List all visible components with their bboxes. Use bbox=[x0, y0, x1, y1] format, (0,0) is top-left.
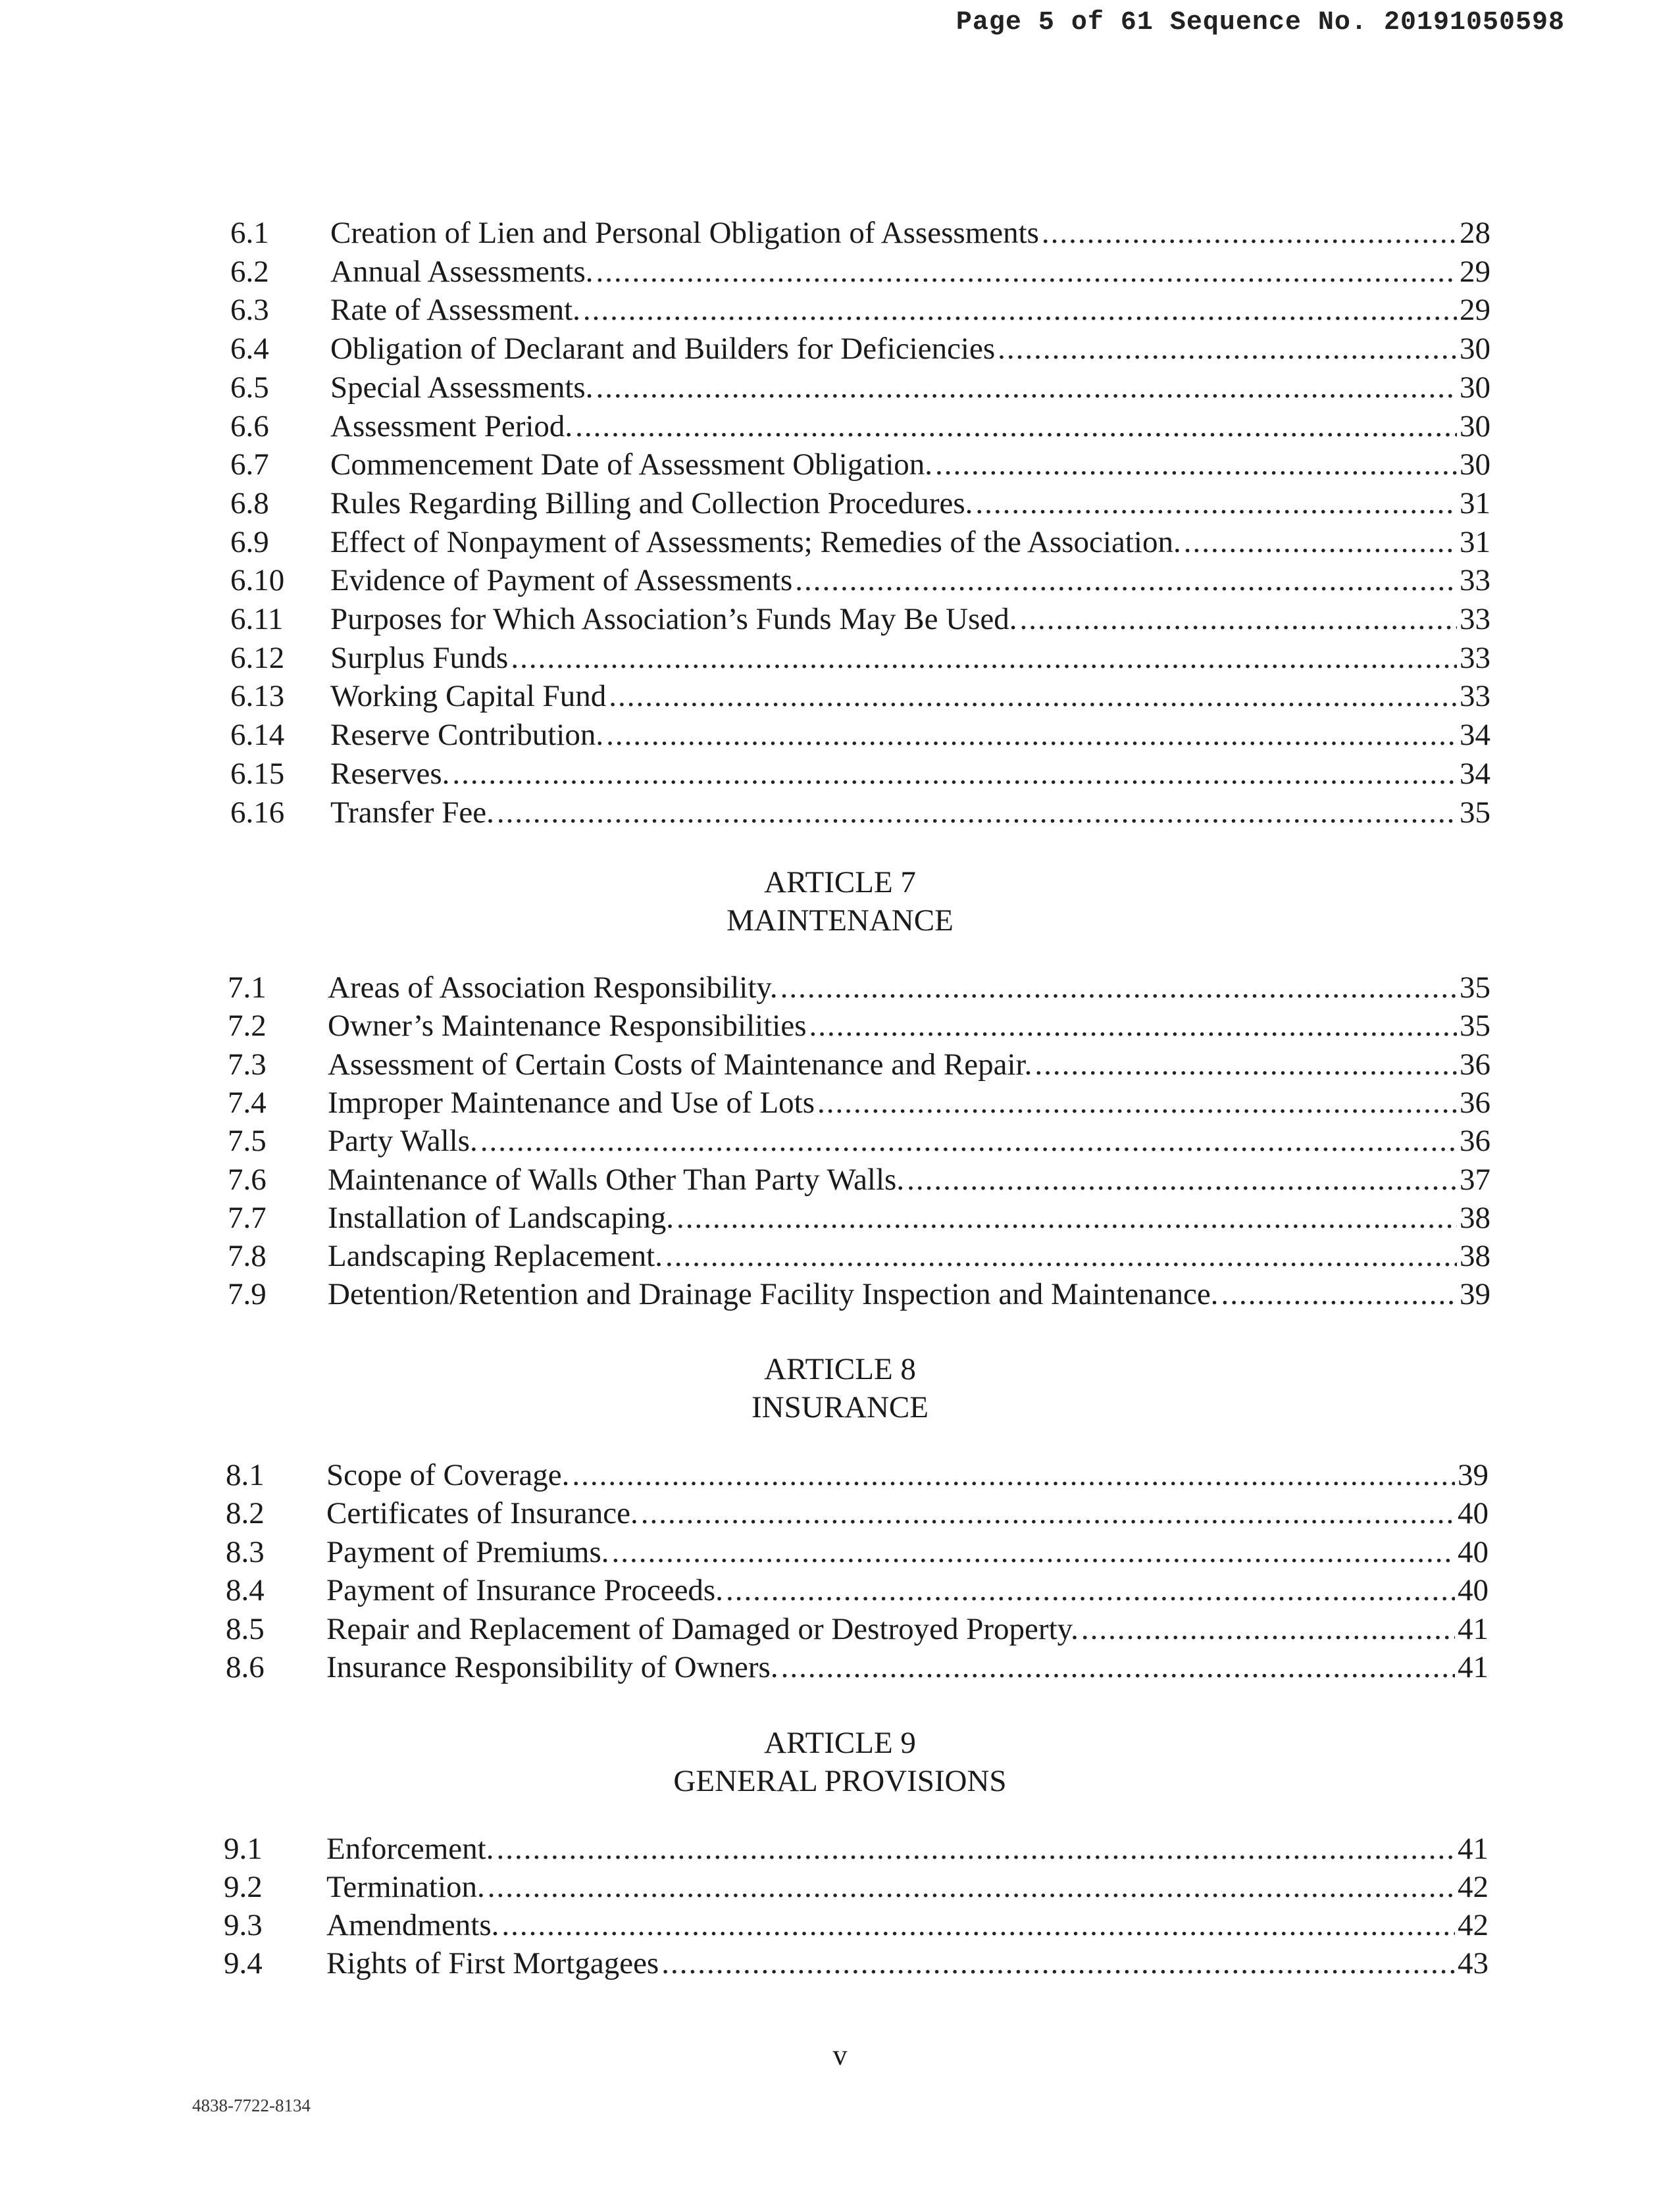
section-title: Reserves. bbox=[330, 756, 450, 791]
toc-entry bbox=[0, 793, 1680, 832]
dot-leader bbox=[641, 1494, 1455, 1532]
toc-entry bbox=[0, 561, 1680, 599]
toc-entry bbox=[0, 639, 1680, 677]
toc-link bbox=[330, 445, 1490, 484]
toc-entry bbox=[0, 969, 1680, 1007]
dot-leader bbox=[795, 561, 1457, 599]
section-title: Insurance Responsibility of Owners. bbox=[326, 1650, 778, 1684]
toc-entry bbox=[0, 407, 1680, 445]
toc-entry bbox=[0, 755, 1680, 793]
page-ref: 33 bbox=[1460, 679, 1490, 714]
page-ref: 40 bbox=[1458, 1534, 1489, 1569]
toc-link bbox=[330, 600, 1490, 638]
toc-link bbox=[328, 969, 1490, 1007]
section-number: 8.6 bbox=[226, 1650, 265, 1684]
section-number: 6.15 bbox=[230, 756, 285, 791]
page-ref: 28 bbox=[1460, 216, 1490, 250]
toc-entry bbox=[0, 445, 1680, 484]
toc-link bbox=[330, 523, 1490, 561]
section-number: 8.1 bbox=[226, 1458, 265, 1492]
section-title: Rate of Assessment. bbox=[330, 293, 580, 328]
page-ref: 33 bbox=[1460, 563, 1490, 598]
toc-entry bbox=[0, 1830, 1680, 1868]
section-title: Working Capital Fund bbox=[330, 679, 607, 714]
toc-entry bbox=[0, 1944, 1680, 1982]
section-title: Payment of Premiums. bbox=[326, 1534, 609, 1569]
toc-entry bbox=[0, 1084, 1680, 1122]
toc-entry bbox=[0, 368, 1680, 407]
section-number: 7.9 bbox=[228, 1277, 267, 1312]
section-number: 8.3 bbox=[226, 1534, 265, 1569]
toc-link bbox=[330, 716, 1490, 754]
toc-link bbox=[328, 1275, 1490, 1313]
page-ref: 29 bbox=[1460, 254, 1490, 289]
toc-entry bbox=[0, 1456, 1680, 1494]
page-ref: 41 bbox=[1458, 1832, 1489, 1866]
page-ref: 33 bbox=[1460, 602, 1490, 636]
dot-leader bbox=[726, 1571, 1455, 1609]
dot-leader bbox=[1034, 1045, 1457, 1084]
section-number: 6.12 bbox=[230, 640, 285, 675]
toc-link bbox=[330, 368, 1490, 407]
dot-leader bbox=[1081, 1610, 1455, 1648]
section-number: 6.9 bbox=[230, 524, 269, 559]
toc-link bbox=[326, 1571, 1489, 1609]
section-title: Reserve Contribution. bbox=[330, 718, 604, 753]
toc-link bbox=[328, 1084, 1490, 1122]
toc-entry bbox=[0, 1161, 1680, 1199]
dot-leader bbox=[1221, 1275, 1457, 1313]
toc-link bbox=[326, 1456, 1489, 1494]
section-number: 6.8 bbox=[230, 486, 269, 520]
dot-leader bbox=[575, 407, 1457, 445]
dot-leader bbox=[907, 1161, 1457, 1199]
page-ref: 35 bbox=[1460, 795, 1490, 830]
toc-link bbox=[330, 677, 1490, 715]
toc-link bbox=[328, 1007, 1490, 1045]
article-title: INSURANCE bbox=[751, 1390, 929, 1424]
section-number: 7.4 bbox=[228, 1085, 267, 1120]
page-ref: 43 bbox=[1458, 1946, 1489, 1980]
section-number: 6.1 bbox=[230, 216, 269, 250]
page-ref: 36 bbox=[1460, 1085, 1490, 1120]
toc-link bbox=[328, 1161, 1490, 1199]
toc-entry bbox=[0, 1610, 1680, 1648]
toc-entry bbox=[0, 1275, 1680, 1313]
toc-entry bbox=[0, 1494, 1680, 1532]
section-title: Annual Assessments. bbox=[330, 254, 594, 289]
section-title: Assessment Period. bbox=[330, 409, 573, 443]
dot-leader bbox=[817, 1084, 1457, 1122]
page-number: v bbox=[832, 2039, 848, 2071]
page-ref: 35 bbox=[1460, 970, 1490, 1005]
section-number: 9.3 bbox=[224, 1908, 263, 1942]
page-ref: 38 bbox=[1460, 1239, 1490, 1274]
article-title: GENERAL PROVISIONS bbox=[673, 1764, 1007, 1798]
toc-entry bbox=[0, 1868, 1680, 1906]
section-title: Improper Maintenance and Use of Lots bbox=[328, 1085, 815, 1120]
page-ref: 33 bbox=[1460, 640, 1490, 675]
toc-entry bbox=[0, 291, 1680, 329]
dot-leader bbox=[780, 969, 1457, 1007]
page-ref: 30 bbox=[1460, 447, 1490, 482]
section-number: 6.6 bbox=[230, 409, 269, 443]
section-title: Special Assessments. bbox=[330, 370, 594, 405]
dot-leader bbox=[572, 1456, 1455, 1494]
toc-entry bbox=[0, 1199, 1680, 1237]
section-title: Commencement Date of Assessment Obligation. bbox=[330, 447, 933, 482]
toc-link bbox=[326, 1830, 1489, 1868]
toc-link bbox=[328, 1122, 1490, 1160]
article-heading: ARTICLE 9 bbox=[764, 1726, 916, 1760]
section-number: 7.1 bbox=[228, 970, 267, 1005]
section-title: Creation of Lien and Personal Obligation of Assessments bbox=[330, 216, 1039, 250]
section-number: 7.6 bbox=[228, 1162, 267, 1197]
section-number: 9.4 bbox=[224, 1946, 263, 1980]
dot-leader bbox=[1042, 214, 1457, 252]
page-ref: 34 bbox=[1460, 718, 1490, 753]
dot-leader bbox=[975, 484, 1457, 522]
section-title: Maintenance of Walls Other Than Party Walls. bbox=[328, 1162, 905, 1197]
toc-link bbox=[328, 1045, 1490, 1084]
page-ref: 39 bbox=[1458, 1458, 1489, 1492]
dot-leader bbox=[665, 1237, 1457, 1275]
toc-link bbox=[326, 1533, 1489, 1571]
page-ref: 36 bbox=[1460, 1047, 1490, 1082]
toc-link bbox=[330, 291, 1490, 329]
page-ref: 30 bbox=[1460, 409, 1490, 443]
dot-leader bbox=[998, 330, 1457, 368]
section-number: 6.10 bbox=[230, 563, 285, 598]
section-title: Repair and Replacement of Damaged or Destroyed Property. bbox=[326, 1611, 1079, 1646]
section-number: 6.3 bbox=[230, 293, 269, 328]
toc-link bbox=[330, 755, 1490, 793]
toc-entry bbox=[0, 214, 1680, 252]
dot-leader bbox=[612, 1533, 1456, 1571]
toc-entry bbox=[0, 677, 1680, 715]
section-number: 6.7 bbox=[230, 447, 269, 482]
toc-link bbox=[330, 407, 1490, 445]
toc-entry bbox=[0, 1533, 1680, 1571]
dot-leader bbox=[511, 639, 1457, 677]
toc-link bbox=[326, 1906, 1489, 1944]
toc-link bbox=[330, 214, 1490, 252]
section-title: Detention/Retention and Drainage Facility Inspection and Maintenance. bbox=[328, 1277, 1219, 1312]
section-title: Areas of Association Responsibility. bbox=[328, 970, 778, 1005]
toc-entry bbox=[0, 330, 1680, 368]
toc-link bbox=[326, 1944, 1489, 1982]
dot-leader bbox=[676, 1199, 1457, 1237]
section-title: Rules Regarding Billing and Collection Procedures. bbox=[330, 486, 973, 520]
section-title: Purposes for Which Association’s Funds May Be Used. bbox=[330, 602, 1017, 636]
page-ref: 31 bbox=[1460, 486, 1490, 520]
section-title: Rights of First Mortgagees bbox=[326, 1946, 659, 1980]
section-title: Installation of Landscaping. bbox=[328, 1200, 674, 1235]
section-title: Scope of Coverage. bbox=[326, 1458, 570, 1492]
dot-leader bbox=[501, 1906, 1455, 1944]
toc-entry bbox=[0, 1906, 1680, 1944]
toc-link bbox=[330, 561, 1490, 599]
section-title: Payment of Insurance Proceeds. bbox=[326, 1573, 723, 1608]
toc-link bbox=[330, 484, 1490, 522]
toc-entry bbox=[0, 1648, 1680, 1686]
page-ref: 37 bbox=[1460, 1162, 1490, 1197]
section-number: 8.5 bbox=[226, 1611, 265, 1646]
article-heading: ARTICLE 8 bbox=[764, 1352, 916, 1386]
section-number: 6.16 bbox=[230, 795, 285, 830]
section-number: 7.2 bbox=[228, 1009, 267, 1044]
toc-link bbox=[326, 1610, 1489, 1648]
dot-leader bbox=[1184, 523, 1457, 561]
toc-entry bbox=[0, 1571, 1680, 1609]
toc-entry bbox=[0, 253, 1680, 291]
section-number: 8.4 bbox=[226, 1573, 265, 1608]
section-title: Enforcement. bbox=[326, 1832, 494, 1866]
section-title: Transfer Fee. bbox=[330, 795, 494, 830]
toc-link bbox=[328, 1237, 1490, 1275]
page-ref: 39 bbox=[1460, 1277, 1490, 1312]
page-ref: 40 bbox=[1458, 1573, 1489, 1608]
page-ref: 30 bbox=[1460, 370, 1490, 405]
page-ref: 29 bbox=[1460, 293, 1490, 328]
section-number: 7.3 bbox=[228, 1047, 267, 1082]
section-title: Owner’s Maintenance Responsibilities bbox=[328, 1009, 807, 1044]
toc-entry bbox=[0, 1045, 1680, 1084]
document-id: 4838-7722-8134 bbox=[192, 2096, 311, 2115]
toc-entry bbox=[0, 1007, 1680, 1045]
section-number: 6.11 bbox=[230, 602, 284, 636]
toc-link bbox=[326, 1494, 1489, 1532]
toc-link bbox=[330, 330, 1490, 368]
dot-leader bbox=[809, 1007, 1458, 1045]
toc-link bbox=[328, 1199, 1490, 1237]
section-number: 9.2 bbox=[224, 1870, 263, 1904]
section-title: Certificates of Insurance. bbox=[326, 1496, 638, 1531]
dot-leader bbox=[480, 1122, 1457, 1160]
toc-entry bbox=[0, 716, 1680, 754]
section-title: Assessment of Certain Costs of Maintenance and Repair. bbox=[328, 1047, 1032, 1082]
toc-link bbox=[330, 253, 1490, 291]
section-number: 7.5 bbox=[228, 1124, 267, 1159]
dot-leader bbox=[497, 793, 1457, 832]
dot-leader bbox=[935, 445, 1457, 484]
dot-leader bbox=[488, 1868, 1455, 1906]
article-heading: ARTICLE 7 bbox=[764, 865, 916, 899]
dot-leader bbox=[1020, 600, 1457, 638]
section-number: 6.13 bbox=[230, 679, 285, 714]
page-ref: 40 bbox=[1458, 1496, 1489, 1531]
section-number: 6.5 bbox=[230, 370, 269, 405]
toc-entry bbox=[0, 1237, 1680, 1275]
section-number: 9.1 bbox=[224, 1832, 263, 1866]
section-number: 6.4 bbox=[230, 332, 269, 366]
dot-leader bbox=[452, 755, 1457, 793]
page-ref: 42 bbox=[1458, 1870, 1489, 1904]
page-ref: 38 bbox=[1460, 1200, 1490, 1235]
section-title: Obligation of Declarant and Builders for Deficiencies bbox=[330, 332, 996, 366]
page-ref: 34 bbox=[1460, 756, 1490, 791]
section-title: Effect of Nonpayment of Assessments; Remedies of the Association. bbox=[330, 524, 1181, 559]
toc-entry bbox=[0, 523, 1680, 561]
page-ref: 35 bbox=[1460, 1009, 1490, 1044]
dot-leader bbox=[596, 253, 1458, 291]
toc-entry bbox=[0, 600, 1680, 638]
dot-leader bbox=[496, 1830, 1455, 1868]
dot-leader bbox=[583, 291, 1457, 329]
toc-entry bbox=[0, 484, 1680, 522]
toc-link bbox=[330, 639, 1490, 677]
toc-link bbox=[330, 793, 1490, 832]
section-number: 7.8 bbox=[228, 1239, 267, 1274]
section-title: Landscaping Replacement. bbox=[328, 1239, 663, 1274]
page-ref: 42 bbox=[1458, 1908, 1489, 1942]
page-ref: 41 bbox=[1458, 1650, 1489, 1684]
dot-leader bbox=[781, 1648, 1455, 1686]
section-number: 6.2 bbox=[230, 254, 269, 289]
dot-leader bbox=[606, 716, 1457, 754]
toc-link bbox=[326, 1868, 1489, 1906]
page-ref: 36 bbox=[1460, 1124, 1490, 1159]
article-title: MAINTENANCE bbox=[726, 903, 954, 938]
page-ref: 30 bbox=[1460, 332, 1490, 366]
section-title: Termination. bbox=[326, 1870, 485, 1904]
section-title: Party Walls. bbox=[328, 1124, 478, 1159]
toc-link bbox=[326, 1648, 1489, 1686]
toc-entry bbox=[0, 1122, 1680, 1160]
page-header: Page 5 of 61 Sequence No. 20191050598 bbox=[955, 8, 1565, 38]
dot-leader bbox=[609, 677, 1457, 715]
section-title: Amendments. bbox=[326, 1908, 499, 1942]
section-number: 6.14 bbox=[230, 718, 285, 753]
page-ref: 41 bbox=[1458, 1611, 1489, 1646]
section-title: Surplus Funds bbox=[330, 640, 509, 675]
section-number: 7.7 bbox=[228, 1200, 267, 1235]
dot-leader bbox=[661, 1944, 1455, 1982]
dot-leader bbox=[596, 368, 1457, 407]
page-ref: 31 bbox=[1460, 524, 1490, 559]
section-title: Evidence of Payment of Assessments bbox=[330, 563, 793, 598]
section-number: 8.2 bbox=[226, 1496, 265, 1531]
